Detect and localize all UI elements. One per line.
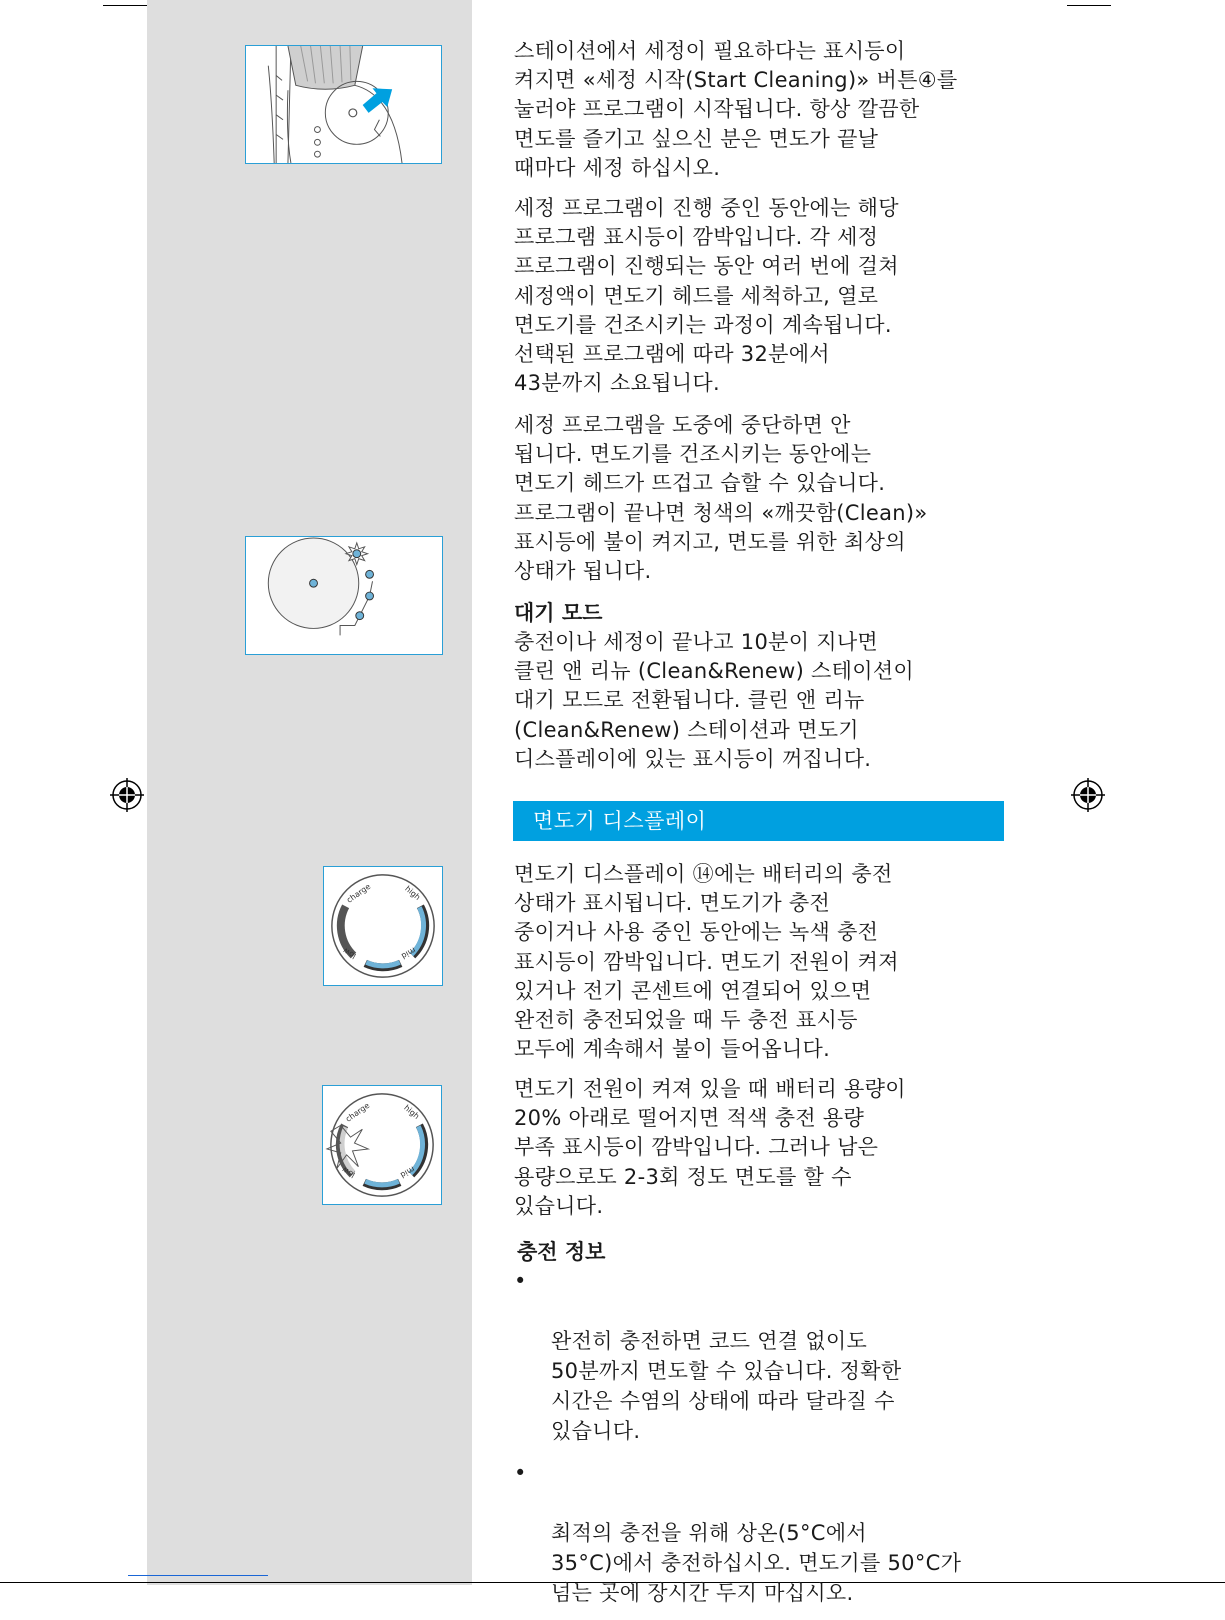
bottom-underline xyxy=(128,1575,268,1576)
paragraph-standby: 충전이나 세정이 끝나고 10분이 지나면 클린 앤 리뉴 (Clean&Renew) 스테이션이 대기 모드로 전환됩니다. 클린 앤 리뉴 (Clean&Renew) 스테이션과 면도기 디스플레이에 있는 표시등이 꺼집니다. xyxy=(514,630,914,771)
figure-low-battery-display xyxy=(322,1085,442,1205)
crop-mark-top-left xyxy=(103,5,147,6)
paragraph-program-progress: 세정 프로그램이 진행 중인 동안에는 해당 프로그램 표시등이 깜박입니다. 각 세정 프로그램이 진행되는 동안 여러 번에 걸쳐 세정액이 면도기 헤드를 세척하고, 열로 면도기를 건조시키는 과정이 계속됩니다. 선택된 프로그램에 따라 32분에서 43분까지 소요됩니다. xyxy=(514,196,899,396)
sidebar-background xyxy=(147,0,472,1585)
list-item-text: 완전히 충전하면 코드 연결 없이도 50분까지 면도할 수 있습니다. 정확한 시간은 수염의 상태에 따라 달라질 수 있습니다. xyxy=(551,1329,902,1443)
label-high: high xyxy=(402,1103,422,1122)
paragraph-do-not-interrupt: 세정 프로그램을 도중에 중단하면 안 됩니다. 면도기를 건조시키는 동안에는 면도기 헤드가 뜨겁고 습할 수 있습니다. 프로그램이 끝나면 청색의 «깨끗함(Clean)» 표시등에 불이 켜지고, 면도를 위한 최상의 상태가 됩니다. xyxy=(514,413,928,584)
heading-standby-mode: 대기 모드 xyxy=(514,601,603,625)
list-item xyxy=(514,1266,994,1446)
label-low: low xyxy=(341,946,358,961)
label-mid: mid xyxy=(399,945,418,961)
label-high: high xyxy=(403,884,423,903)
paragraph-display-charge: 면도기 디스플레이 ⑭에는 배터리의 충전 상태가 표시됩니다. 면도기가 충전 중이거나 사용 중인 동안에는 녹색 충전 표시등이 깜박입니다. 면도기 전원이 켜져 있거나 전기 콘센트에 연결되어 있으면 완전히 충전되었을 때 두 충전 표시등 모두에 계속해서 불이 들어옵니다. xyxy=(514,862,899,1062)
crop-mark-top-right xyxy=(1067,5,1111,6)
list-item-text: 최적의 충전을 위해 상온(5°C에서 35°C)에서 충전하십시오. 면도기를 50°C가 넘는 곳에 장시간 두지 마십시오. xyxy=(551,1521,962,1605)
figure-start-cleaning xyxy=(245,45,442,164)
label-charge: charge xyxy=(343,1100,372,1124)
figure-clean-indicator xyxy=(245,536,443,655)
list-item xyxy=(514,1458,994,1608)
registration-mark-right-icon xyxy=(1071,778,1105,812)
heading-charging-info: 충전 정보 xyxy=(517,1240,606,1264)
section-title-shaver-display: 면도기 디스플레이 xyxy=(513,801,1004,841)
label-mid: mid xyxy=(398,1164,417,1180)
figure-battery-display xyxy=(323,866,443,986)
paragraph-low-battery: 면도기 전원이 켜져 있을 때 배터리 용량이 20% 아래로 떨어지면 적색 충전 용량 부족 표시등이 깜박입니다. 그러나 남은 용량으로도 2-3회 정도 면도를 할 수 있습니다. xyxy=(514,1077,906,1218)
paragraph-start-cleaning: 스테이션에서 세정이 필요하다는 표시등이 켜지면 «세정 시작(Start Cleaning)» 버튼④를 눌러야 프로그램이 시작됩니다. 항상 깔끔한 면도를 즐기고 싶으신 분은 면도가 끝날 때마다 세정 하십시오. xyxy=(514,39,958,180)
bullet-icon: • xyxy=(514,1269,527,1293)
label-charge: charge xyxy=(344,881,373,905)
bullet-icon: • xyxy=(514,1461,527,1485)
charging-info-list xyxy=(514,1266,994,1620)
label-low: low xyxy=(340,1165,357,1180)
registration-mark-left-icon xyxy=(110,778,144,812)
